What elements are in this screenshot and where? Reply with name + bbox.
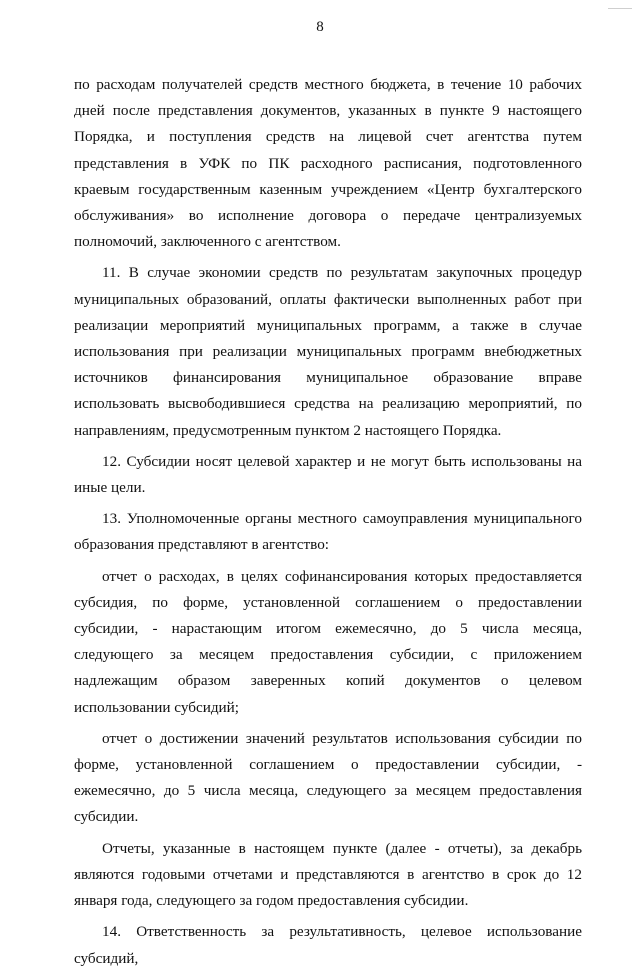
paragraph-13-results-report: отчет о достижении значений результатов использования субсидии по форме, установленной соглашением о предоставлении субсидии, - ежемесячно, до 5 числа месяца, следующего за месяцем предоставления субсидии. <box>74 729 582 826</box>
paragraph-13-annual-reports: Отчеты, указанные в настоящем пункте (далее - отчеты), за декабрь являются годовыми отчетами и представляются в агентство в срок до 12 января года, следующего за годом предоставления субсидии. <box>74 839 582 910</box>
corner-scan-mark <box>608 8 632 9</box>
paragraph-10-continuation: по расходам получателей средств местного бюджета, в течение 10 рабочих дней после представления документов, указанных в пункте 9 настоящего Порядка, и поступления средств на лицевой счет агентства путем представления в УФК по ПК расходного расписания, подготовленного краевым государственным казенным учреждением «Центр бухгалтерского обслуживания» во исполнение договора о передаче централизуемых полномочий, заключенного с агентством. <box>74 76 582 251</box>
paragraph-13-expense-report: отчет о расходах, в целях софинансирования которых предоставляется субсидия, по форме, установленной соглашением о предоставлении субсидии, - нарастающим итогом ежемесячно, до 5 числа месяца, следующего за месяцем предоставления субсидии, с приложением надлежащим образом заверенных копий документов о целевом использовании субсидий; <box>74 567 582 716</box>
page-number: 8 <box>316 19 324 35</box>
paragraph-14: 14. Ответственность за результативность, целевое использование субсидий, <box>74 923 582 967</box>
paragraph-13: 13. Уполномоченные органы местного самоуправления муниципального образования представляют в агентство: <box>74 510 582 554</box>
paragraph-12: 12. Субсидии носят целевой характер и не могут быть использованы на иные цели. <box>74 452 582 497</box>
paragraph-11: 11. В случае экономии средств по результатам закупочных процедур муниципальных образований, оплаты фактически выполненных работ при реализации мероприятий муниципальных программ, а также в случае использования при реализации муниципальных программ внебюджетных источников финансирования муниципальное образование вправе использовать высвободившиеся средства на реализацию мероприятий, по направлениям, предусмотренным пунктом 2 настоящего Порядка. <box>74 264 582 439</box>
document-body <box>74 72 582 972</box>
